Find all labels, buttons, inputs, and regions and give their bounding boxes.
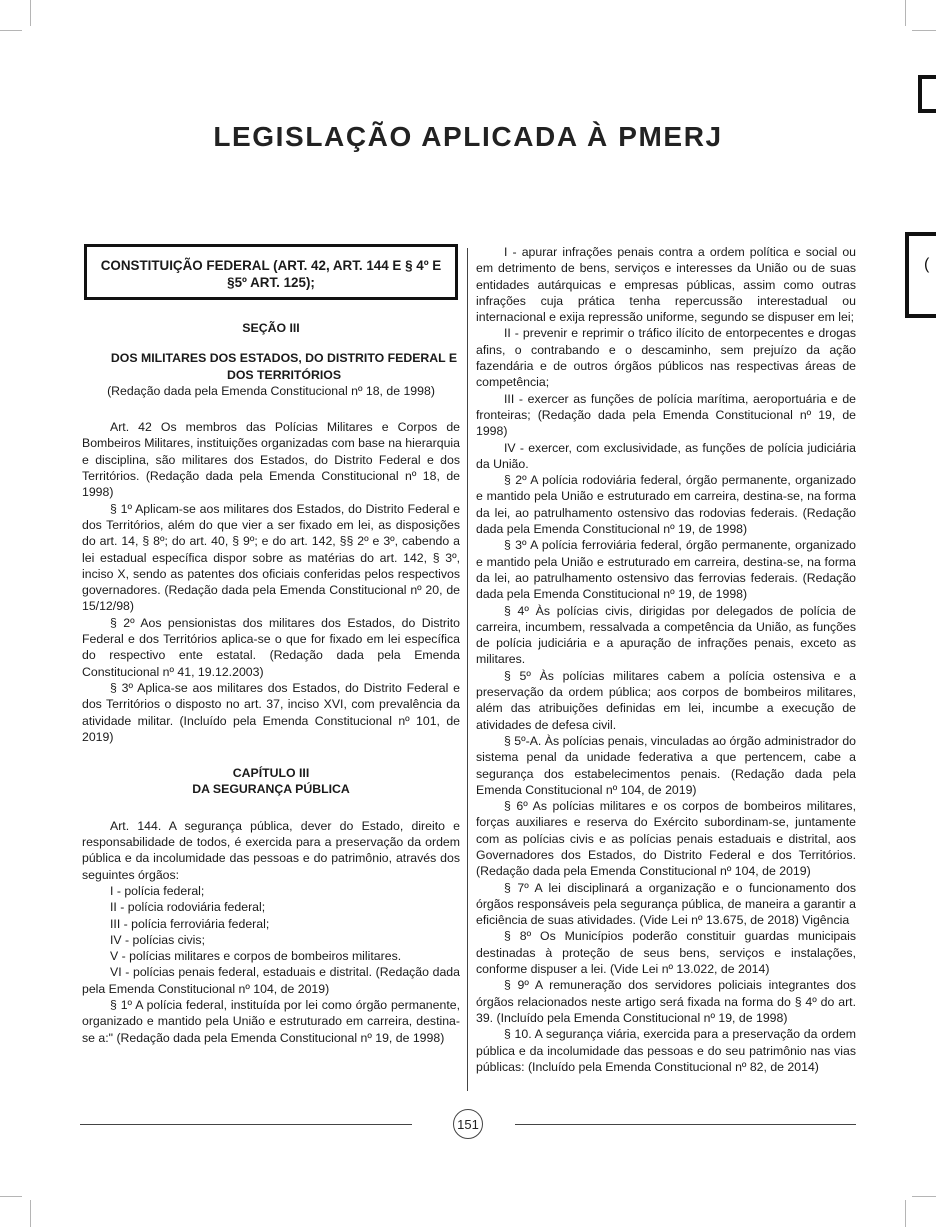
section-subtitle: DOS MILITARES DOS ESTADOS, DO DISTRITO FEDERAL E DOS TERRITÓRIOS bbox=[110, 351, 458, 382]
art-42-paragraph-1: § 1º Aplicam-se aos militares dos Estados, do Distrito Federal e dos Territórios, além do que vier a ser fixado em lei, as disposições do art. 14, § 8º; do art. 40, § 9º; e do art. 142, §§ 2º e 3º, cabendo a lei estadual específica dispor sobre as matérias do art. 142, § 3º, inciso X, sendo as patentes dos oficiais conferidas pelos respectivos governadores. (Redação dada pela Emenda Constitucional nº 20, de 15/12/98) bbox=[82, 501, 460, 614]
organ-list-item: III - polícia ferroviária federal; bbox=[110, 916, 270, 931]
art-144-paragraph: § 9º A remuneração dos servidores policiais integrantes dos órgãos relacionados neste artigo será fixada na forma do § 4º do art. 39. (Incluído pela Emenda Constitucional nº 19, de 1998) bbox=[476, 978, 856, 1025]
crop-mark bbox=[912, 30, 936, 31]
art-144-paragraph: § 6º As polícias militares e os corpos de bombeiros militares, forças auxiliares e reserva do Exército subordinam-se, juntamente com as polícias civis e as polícias penais estaduais e distrital, aos Governadores dos Estados, do Distrito Federal e dos Territórios. (Redação dada pela Emenda Constitucional nº 104, de 2019) bbox=[476, 799, 856, 879]
art-144-paragraph: § 5º Às polícias militares cabem a polícia ostensiva e a preservação da ordem pública; aos corpos de bombeiros militares, além das atribuições definidas em lei, incumbe a execução de atividades de defesa civil. bbox=[476, 668, 856, 732]
page-title: LEGISLAÇÃO APLICADA À PMERJ bbox=[213, 121, 723, 152]
organ-list-item: V - polícias militares e corpos de bombeiros militares. bbox=[110, 949, 402, 964]
crop-mark bbox=[912, 1196, 936, 1197]
art-42-paragraph-3: § 3º Aplica-se aos militares dos Estados, do Distrito Federal e dos Territórios o disposto no art. 37, inciso XVI, com prevalência da atividade militar. (Incluído pela Emenda Constitucional nº 101, de 2019) bbox=[82, 680, 460, 744]
crop-mark bbox=[905, 1200, 906, 1227]
edge-tab-glyph: ( bbox=[924, 256, 930, 273]
art-144-paragraph: § 3º A polícia ferroviária federal, órgão permanente, organizado e mantido pela União e estruturado em carreira, destina-se, na forma da lei, ao patrulhamento ostensivo das ferrovias federais. (Redação dada pela Emenda Constitucional nº 19, de 1998) bbox=[476, 538, 856, 602]
chapter-title: CAPÍTULO III bbox=[232, 766, 310, 781]
art-42: Art. 42 Os membros das Polícias Militares e Corpos de Bombeiros Militares, instituições organizadas com base na hierarquia e disciplina, são militares dos Estados, do Distrito Federal e dos Territórios. (Redação dada pela Emenda Constitucional nº 18, de 1998) bbox=[82, 420, 460, 500]
section-note: (Redação dada pela Emenda Constitucional nº 18, de 1998) bbox=[107, 383, 435, 398]
federal-police-item: I - apurar infrações penais contra a ordem política e social ou em detrimento de bens, serviços e interesses da União ou de suas entidades autárquicas e empresas públicas, assim como outras infrações cuja prática tenha repercussão interestadual ou internacional e exija repressão uniforme, segundo se dispuser em lei; bbox=[476, 245, 856, 325]
law-title-box: CONSTITUIÇÃO FEDERAL (ART. 42, ART. 144 E § 4º E §5º ART. 125); bbox=[84, 244, 458, 300]
art-144-paragraph: § 7º A lei disciplinará a organização e o funcionamento dos órgãos responsáveis pela segurança pública, de maneira a garantir a eficiência de suas atividades. (Vide Lei nº 13.675, de 2018) Vigência bbox=[476, 880, 856, 928]
right-column bbox=[476, 244, 856, 1075]
crop-mark bbox=[30, 0, 31, 26]
edge-tab-bracket bbox=[918, 75, 936, 113]
section-title: SEÇÃO III bbox=[242, 321, 300, 335]
art-42-paragraph-2: § 2º Aos pensionistas dos militares dos Estados, do Distrito Federal e dos Territórios aplica-se o que for fixado em lei específica do respectivo ente estatal. (Redação dada pela Emenda Constitucional nº 41, 19.12.2003) bbox=[82, 615, 460, 679]
art-144-paragraph: § 4º Às polícias civis, dirigidas por delegados de polícia de carreira, incumbem, ressalvada a competência da União, as funções de polícia judiciária e a apuração de infrações penais, exceto as militares. bbox=[476, 603, 856, 667]
crop-mark bbox=[0, 30, 22, 31]
column-divider bbox=[467, 248, 468, 1091]
page-number: 151 bbox=[453, 1109, 483, 1139]
art-144-paragraph: § 2º A polícia rodoviária federal, órgão permanente, organizado e mantido pela União e estruturado em carreira, destina-se, na forma da lei, ao patrulhamento ostensivo das rodovias federais. (Redação dada pela Emenda Constitucional nº 19, de 1998) bbox=[476, 473, 856, 537]
crop-mark bbox=[30, 1200, 31, 1227]
edge-tab-bracket bbox=[905, 232, 936, 318]
organ-list-item: VI - polícias penais federal, estaduais e distrital. (Redação dada pela Emenda Constitucional nº 104, de 2019) bbox=[82, 965, 460, 996]
left-column bbox=[82, 244, 460, 1046]
chapter-subtitle: DA SEGURANÇA PÚBLICA bbox=[192, 782, 350, 797]
art-144-paragraph: § 10. A segurança viária, exercida para a preservação da ordem pública e da incolumidade das pessoas e do seu patrimônio nas vias públicas: (Incluído pela Emenda Constitucional nº 82, de 2014) bbox=[476, 1027, 856, 1074]
art-144: Art. 144. A segurança pública, dever do Estado, direito e responsabilidade de todos, é exercida para a preservação da ordem pública e da incolumidade das pessoas e do patrimônio, através dos seguintes órgãos: bbox=[82, 818, 460, 882]
federal-police-item: IV - exercer, com exclusividade, as funções de polícia judiciária da União. bbox=[476, 440, 856, 471]
organ-list-item: I - polícia federal; bbox=[110, 883, 205, 898]
art-144-paragraph-1: § 1º A polícia federal, instituída por lei como órgão permanente, organizado e mantido pela União e estruturado em carreira, destina-se a:" (Redação dada pela Emenda Constitucional nº 19, de 1998) bbox=[82, 997, 460, 1045]
federal-police-item: III - exercer as funções de polícia marítima, aeroportuária e de fronteiras; (Redação dada pela Emenda Constitucional nº 19, de 1998) bbox=[476, 391, 856, 439]
organ-list-item: II - polícia rodoviária federal; bbox=[110, 900, 266, 915]
organ-list-item: IV - polícias civis; bbox=[110, 932, 205, 947]
art-144-paragraph: § 8º Os Municípios poderão constituir guardas municipais destinadas à proteção de seus bens, serviços e instalações, conforme dispuser a lei. (Vide Lei nº 13.022, de 2014) bbox=[476, 929, 856, 977]
crop-mark bbox=[905, 0, 906, 26]
federal-police-item: II - prevenir e reprimir o tráfico ilícito de entorpecentes e drogas afins, o contrabando e o descaminho, sem prejuízo da ação fazendária e de outros órgãos públicos nas respectivas áreas de competência; bbox=[476, 326, 856, 390]
crop-mark bbox=[0, 1196, 22, 1197]
footer-rule-right bbox=[515, 1124, 856, 1125]
art-144-paragraph: § 5º-A. Às polícias penais, vinculadas ao órgão administrador do sistema penal da unidade federativa a que pertencem, cabe a segurança dos estabelecimentos penais. (Redação dada pela Emenda Constitucional nº 104, de 2019) bbox=[476, 733, 856, 797]
footer-rule-left bbox=[80, 1124, 412, 1125]
